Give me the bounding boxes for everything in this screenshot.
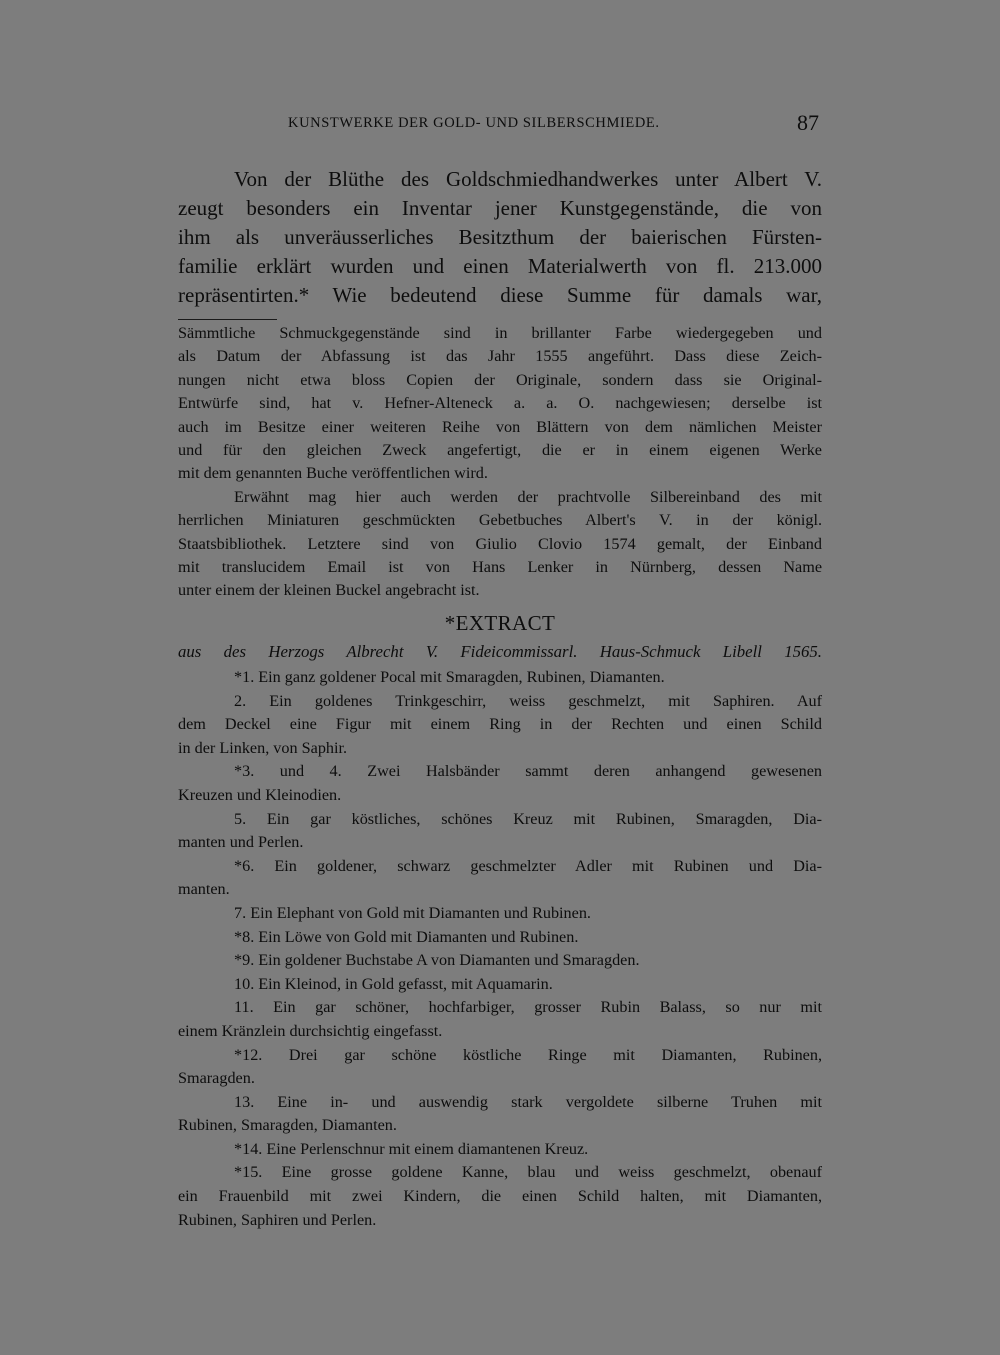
footnote-line: Erwähnt mag hier auch werden der prachtvolle Silbereinband des mit [234, 487, 822, 506]
list-item: *15. Eine grosse goldene Kanne, blau und weiss geschmelzt, obenauf [234, 1163, 822, 1182]
list-item: *8. Ein Löwe von Gold mit Diamanten und Rubinen. [234, 927, 579, 946]
body-line: repräsentirten.* Wie bedeutend diese Summe für damals war, [178, 283, 822, 307]
footnote-line: herrlichen Miniaturen geschmückten Gebetbuches Albert's V. in der königl. [178, 511, 822, 530]
list-item: Rubinen, Smaragden, Diamanten. [178, 1116, 397, 1135]
footnote-line: Entwürfe sind, hat v. Hefner-Alteneck a. a. O. nachgewiesen; derselbe ist [178, 394, 822, 413]
footnote-line: unter einem der kleinen Buckel angebracht ist. [178, 581, 480, 600]
list-item: Kreuzen und Kleinodien. [178, 785, 342, 804]
body-line: ihm als unveräusserliches Besitzthum der baierischen Fürsten- [178, 225, 822, 249]
list-item: *3. und 4. Zwei Halsbänder sammt deren anhangend gewesenen [234, 762, 822, 781]
list-item: einem Kränzlein durchsichtig eingefasst. [178, 1021, 443, 1040]
list-item: 11. Ein gar schöner, hochfarbiger, grosser Rubin Balass, so nur mit [234, 998, 822, 1017]
footnote-line: mit dem genannten Buche veröffentlichen wird. [178, 464, 488, 483]
footnote-line: Sämmtliche Schmuckgegenstände sind in brillanter Farbe wiedergegeben und [178, 324, 822, 342]
body-line: Von der Blüthe des Goldschmiedhandwerkes unter Albert V. [234, 167, 822, 191]
list-item: dem Deckel eine Figur mit einem Ring in der Rechten und einen Schild [178, 715, 822, 734]
page-number: 87 [797, 110, 819, 135]
list-item: *6. Ein goldener, schwarz geschmelzter Adler mit Rubinen und Dia- [234, 856, 822, 875]
list-item: 2. Ein goldenes Trinkgeschirr, weiss geschmelzt, mit Saphiren. Auf [234, 691, 822, 710]
footnote-line: als Datum der Abfassung ist das Jahr 1555 angeführt. Dass diese Zeich- [178, 347, 822, 366]
footnote [178, 322, 822, 603]
list-item: 13. Eine in- und auswendig stark vergoldete silberne Truhen mit [234, 1092, 822, 1111]
extract-subheading: aus des Herzogs Albrecht V. Fideicommissarl. Haus-Schmuck Libell 1565. [178, 642, 822, 661]
list-item: 5. Ein gar köstliches, schönes Kreuz mit Rubinen, Smaragden, Dia- [234, 809, 822, 828]
footnote-line: auch im Besitze einer weiteren Reihe von Blättern von dem nämlichen Meister [178, 417, 822, 436]
list-item: manten. [178, 880, 230, 899]
body-line: familie erklärt wurden und einen Materialwerth von fl. 213.000 [178, 254, 822, 278]
list-item: *9. Ein goldener Buchstabe A von Diamanten und Smaragden. [234, 951, 640, 970]
list-item: *12. Drei gar schöne köstliche Ringe mit Diamanten, Rubinen, [234, 1045, 822, 1064]
main-paragraph [178, 165, 822, 310]
inventory-list [178, 666, 822, 1232]
list-item: ein Frauenbild mit zwei Kindern, die einen Schild halten, mit Diamanten, [178, 1187, 822, 1206]
list-item: Rubinen, Saphiren und Perlen. [178, 1210, 377, 1229]
running-head: KUNSTWERKE DER GOLD- UND SILBERSCHMIEDE. [288, 115, 660, 131]
list-item: *1. Ein ganz goldener Pocal mit Smaragden, Rubinen, Diamanten. [234, 668, 665, 686]
list-item: 7. Ein Elephant von Gold mit Diamanten und Rubinen. [234, 903, 591, 922]
list-item: *14. Eine Perlenschnur mit einem diamantenen Kreuz. [234, 1139, 589, 1158]
footnote-line: Staatsbibliothek. Letztere sind von Giulio Clovio 1574 gemalt, der Einband [178, 534, 822, 553]
footnote-rule [178, 319, 277, 320]
extract-heading: *EXTRACT [444, 611, 556, 635]
footnote-line: nungen nicht etwa bloss Copien der Originale, sondern dass sie Original- [178, 370, 822, 389]
footnote-line: und für den gleichen Zweck angefertigt, die er in einem eigenen Werke [178, 441, 822, 460]
footnote-line: mit translucidem Email ist von Hans Lenker in Nürnberg, dessen Name [178, 558, 822, 577]
list-item: manten und Perlen. [178, 833, 304, 852]
body-line: zeugt besonders ein Inventar jener Kunstgegenstände, die von [178, 196, 822, 220]
list-item: Smaragden. [178, 1069, 255, 1088]
list-item: in der Linken, von Saphir. [178, 738, 348, 757]
list-item: 10. Ein Kleinod, in Gold gefasst, mit Aquamarin. [234, 974, 553, 993]
